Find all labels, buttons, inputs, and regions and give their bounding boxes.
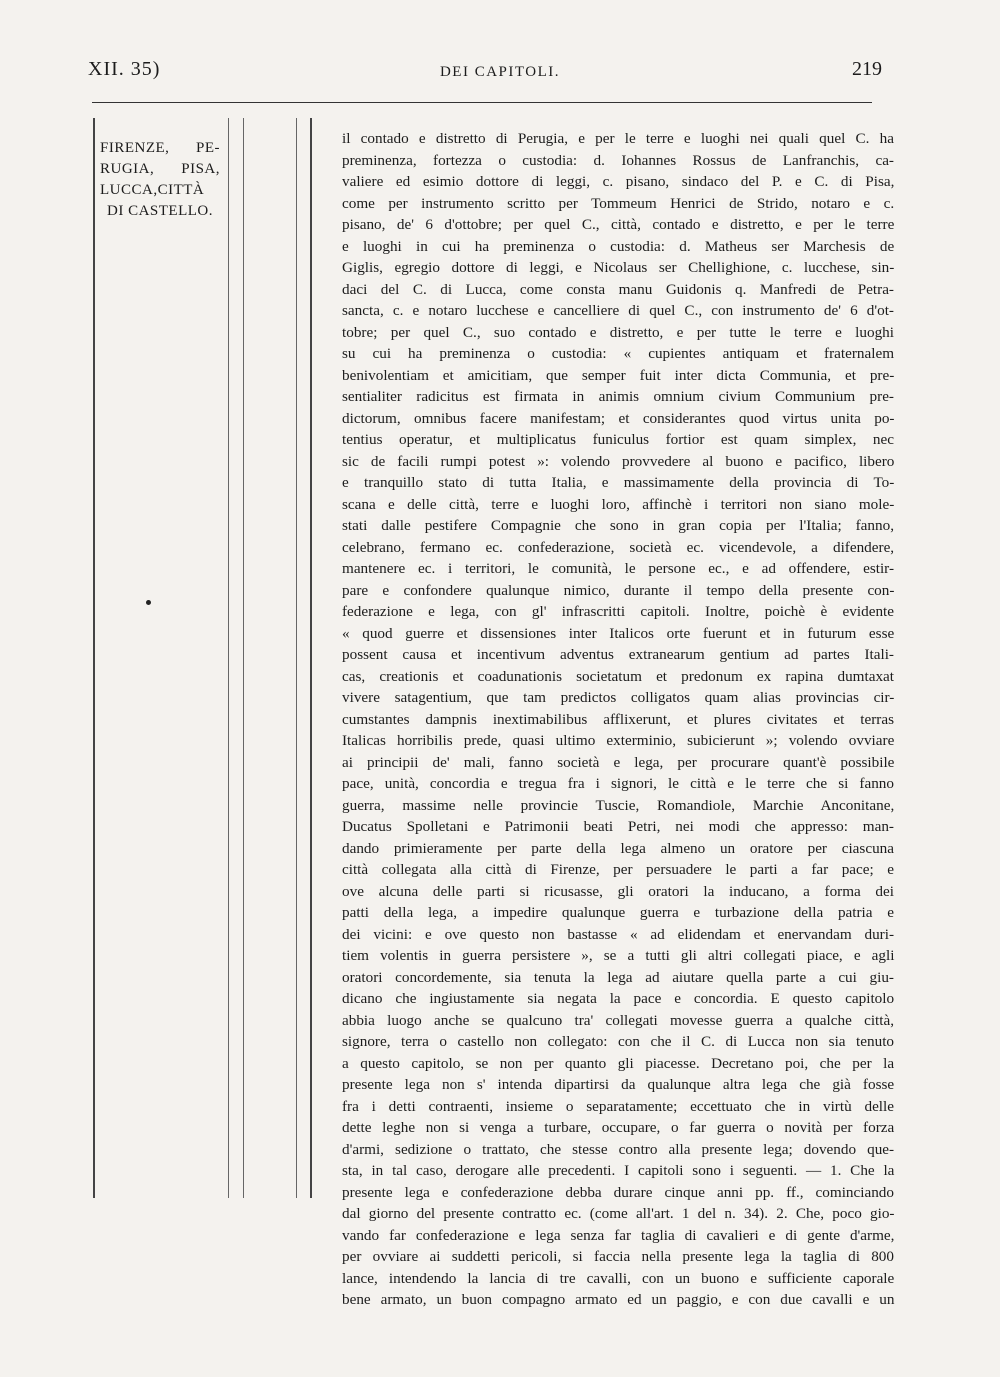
page-number: 219 <box>852 58 882 80</box>
body-line: d'armi, sedizione o trattato, che stesse contro alla presente lega; dovendo que- <box>342 1140 895 1158</box>
header-rule <box>92 102 872 103</box>
body-line: tentius operatur, et multiplicatus funiculus fortior est quam simplex, nec <box>342 431 894 448</box>
body-line: scana e delle città, terre e luoghi loro, affinchè i territori non siano mole- <box>342 495 895 513</box>
body-line: daci del C. di Lucca, come consta manu Guidonis q. Manfredi de Petra- <box>342 280 894 298</box>
body-line: lance, intendendo la lancia di tre cavalli, con un buono e sufficiente caporale <box>342 1269 895 1287</box>
body-line: sta, in tal caso, derogare alle precedenti. I capitoli sono i seguenti. — 1. Che la <box>342 1162 895 1179</box>
body-line: cumstantes dampnis inextimabilibus afflixerunt, et plures civitates et terras <box>342 710 894 728</box>
body-line: dictorum, omnibus facere manifestam; et considerantes quod virtus unita po- <box>342 409 895 427</box>
body-line: presente lega non s' intenda dipartirsi da qualunque altra lega che già fosse <box>342 1076 895 1093</box>
body-line: Ducatus Spolletani e Patrimonii beati Petri, nei modi che appresso: man- <box>342 818 894 835</box>
running-title: DEI CAPITOLI. <box>439 64 561 80</box>
body-line: Italicas horribilis prede, quasi ultimo exterminio, subicierunt »; volendo ovviare <box>342 732 895 749</box>
body-line: federazione e lega, con gl' infrascritti capitoli. Inoltre, poichè è evidente <box>342 603 894 620</box>
body-line: vando far confederazione e lega senza far taglia di cavalieri e di gente d'arme, <box>342 1226 895 1244</box>
body-line: dei vicini: e ove questo non bastasse « ad elidendam et enervandam duri- <box>342 925 894 943</box>
body-line: tiem volentis in guerra persistere », se a tutti gli altri collegati piace, e agli <box>342 947 895 964</box>
body-line: sentialiter radicitus est firmata in animis omnium civium Communium pre- <box>342 388 894 405</box>
column-rule-left <box>93 118 95 1198</box>
body-line: cas, creationis et coadunationis societatum et predonum ex rapina dumtaxat <box>342 667 894 685</box>
body-line: pare e confondere qualunque nimico, durante il tempo della presente con- <box>342 581 895 599</box>
column-rule-right <box>310 118 312 1198</box>
body-line: bene armato, un buon compagno armato ed un paggio, e con due cavalli e un <box>342 1291 895 1308</box>
body-line: preminenza, fortezza o custodia: d. Iohannes Rossus de Lanfranchis, ca- <box>342 151 894 169</box>
body-line: per ovviare ai suddetti pericoli, si faccia nella presente lega la taglia di 800 <box>342 1248 894 1265</box>
margin-note-line: DI CASTELLO. <box>107 203 213 219</box>
body-line: e luoghi in cui ha preminenza o custodia: d. Matheus ser Marchesis de <box>342 237 895 255</box>
body-line: mantenere ec. i territori, le comunità, le persone ec., e ad offendere, estir- <box>342 560 894 577</box>
body-line: città collegata alla città di Firenze, per persuadere le parti a far pace; e <box>342 861 894 878</box>
body-text <box>342 128 894 1311</box>
body-line: come per instrumento scritto per Tommeum Henrici de Strido, notaro e c. <box>342 194 895 212</box>
body-line: vivere satagentium, que tam predictos colligatos quam alias provincias cir- <box>342 689 895 706</box>
body-line: benivolentiam et amicitiam, que semper fuit inter dicta Communia, et pre- <box>342 366 895 384</box>
body-line: dal giorno del presente contratto ec. (come all'art. 1 del n. 34). 2. Che, poco gio- <box>342 1205 895 1222</box>
body-line: « quod guerre et dissensiones inter Italicos orte fuerunt et in futurum esse <box>342 624 895 642</box>
body-line: ai principii de' mali, fanno società e lega, per procurare quant'è possibile <box>342 753 895 771</box>
body-line: tobre; per quel C., suo contado e distretto, e per tutte le terre e luoghi <box>342 323 894 341</box>
body-line: dando primieramente per parte della lega almeno un oratore per ciascuna <box>342 839 894 857</box>
margin-note-line: RUGIA, PISA, <box>100 161 220 177</box>
body-line: dicano che ingiustamente sia negata la pace e concordia. E questo capitolo <box>342 990 895 1007</box>
body-line: celebrano, fermano ec. confederazione, società ec. vicendevole, a difendere, <box>342 538 895 556</box>
ink-dot <box>146 600 151 605</box>
body-line: presente lega e confederazione debba durare cinque anni pp. ff., cominciando <box>342 1183 894 1201</box>
body-line: ove alcuna delle parti si ricusasse, gli oratori la inducano, a forma dei <box>342 882 894 900</box>
body-line: pace, unità, concordia e tregua fra i signori, le città e le terre che si fanno <box>342 775 894 792</box>
body-line: patti della lega, a impedire qualunque guerra e turbazione della patria e <box>342 904 894 921</box>
body-line: abbia luogo anche se qualcuno tra' collegati movesse guerra a qualche città, <box>342 1011 895 1029</box>
body-line: sancta, c. e notaro lucchese e cancelliere di quel C., con instrumento de' 6 d'ot- <box>342 302 894 319</box>
column-rule-inner-2 <box>243 118 244 1198</box>
body-line: stati dalle pestifere Compagnie che sono in gran copia per l'Italia; fanno, <box>342 517 894 534</box>
column-rule-inner-3 <box>296 118 297 1198</box>
body-line: fra i detti contraenti, insieme o separatamente; eccettuato che in virtù delle <box>342 1097 894 1115</box>
body-line: a questo capitolo, se non per quanto gli piacesse. Decretano poi, che per la <box>342 1054 895 1072</box>
body-line: possent causa et incentivum adventus extranearum gentium ad partes Itali- <box>342 646 894 663</box>
body-line: signore, terra o castello non collegato: con che il C. di Lucca non sia tenuto <box>342 1033 895 1050</box>
section-reference: XII. 35) <box>88 58 161 80</box>
body-line: dette leghe non si venga a turbare, occupare, o far guerra o novità per forza <box>342 1119 895 1136</box>
body-line: il contado e distretto di Perugia, e per le terre e luoghi nei quali quel C. ha <box>342 130 894 147</box>
body-line: sic de facili rumpi potest »: volendo provvedere al buono e pacifico, libero <box>342 452 895 470</box>
body-line: su cui ha preminenza o custodia: « cupientes antiquam et fraternalem <box>342 345 895 362</box>
column-rule-inner <box>228 118 229 1198</box>
body-line: valiere ed esimio dottore di leggi, c. pisano, sindaco del P. e C. di Pisa, <box>342 173 895 190</box>
margin-note-line: LUCCA,CITTÀ <box>100 182 205 198</box>
body-line: Giglis, egregio dottore di leggi, e Nicolaus ser Chellighione, c. lucchese, sin- <box>342 259 895 276</box>
body-line: oratori concordemente, sia tenuta la lega ad aiutare quella parte a cui giu- <box>342 968 894 986</box>
margin-note <box>100 138 220 222</box>
body-line: e tranquillo stato di tutta Italia, e massimamente della provincia di To- <box>342 474 895 491</box>
body-line: guerra, massime nelle provincie Tuscie, Romandiole, Marchie Anconitane, <box>342 796 895 814</box>
body-line: pisano, de' 6 d'ottobre; per quel C., città, contado e distretto, e per le terre <box>342 216 895 233</box>
margin-note-line: FIRENZE, PE- <box>100 140 220 156</box>
